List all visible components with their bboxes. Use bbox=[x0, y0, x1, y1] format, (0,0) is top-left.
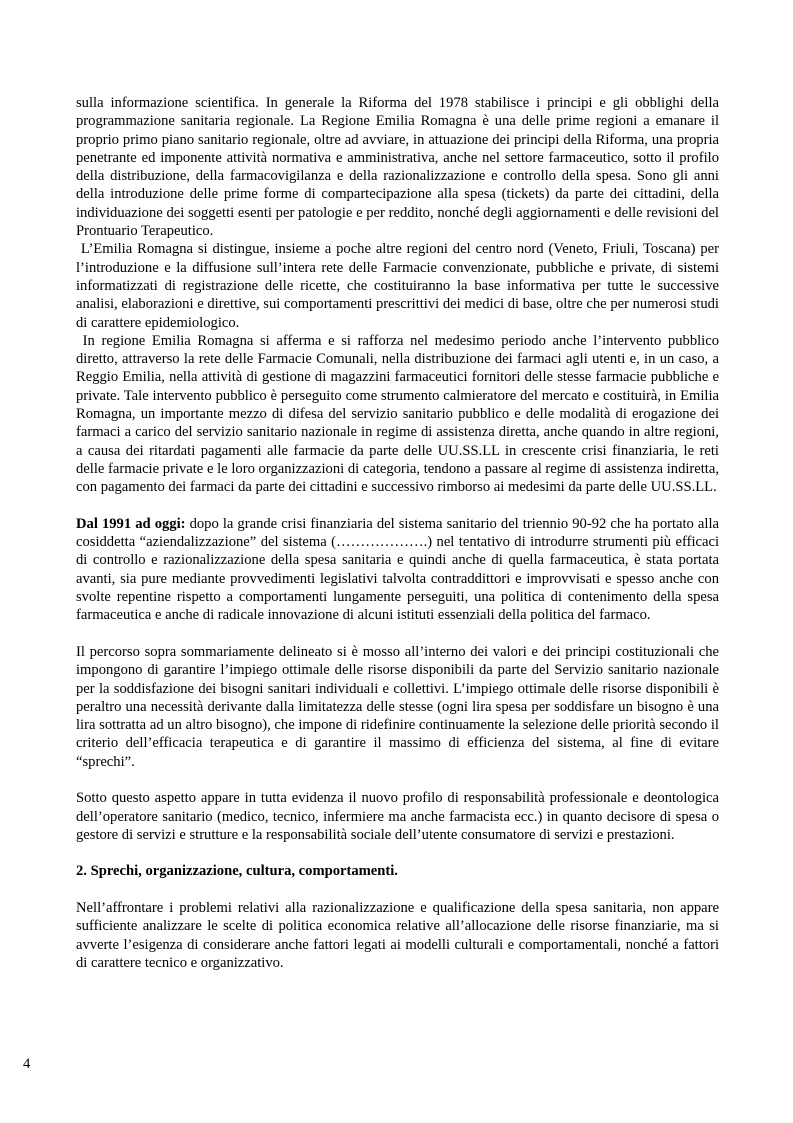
section-heading: 2. Sprechi, organizzazione, cultura, comportamenti. bbox=[76, 863, 398, 880]
paragraph-from-1991 bbox=[76, 515, 719, 625]
paragraph-spending-rationalization: Nell’affrontare i problemi relativi alla razionalizzazione e qualificazione della spesa sanitaria, non appare sufficiente analizzare le scelte di politica economica relative all’allocazione delle risorse finanziarie, ma si avverte l’esigenza di considerare anche fattori legati ai modelli culturali e comportamentali, nonché a fattori di carattere tecnico e organizzativo. bbox=[76, 900, 719, 971]
paragraph-text: In regione Emilia Romagna si afferma e si rafforza nel medesimo periodo anche l’intervento pubblico diretto, attraverso la rete delle Farmacie Comunali, nella distribuzione dei farmaci agli utenti e, in un caso, a Reggio Emilia, nella attività di gestione di magazzini farmaceutici fornitori delle stesse farmacie pubbliche e private. Tale intervento pubblico è perseguito come strumento calmieratore del mercato e costituirà, in Emilia Romagna, un importante mezzo di difesa del servizio sanitario pubblico e delle modalità di erogazione dei farmaci a carico del servizio sanitario nazionale in regime di assistenza diretta, anche quando in altre regioni, a causa dei ritardati pagamenti alle farmacie da parte delle UU.SS.LL in crescente crisi finanziaria, le reti delle farmacie private e le loro organizzazioni di categoria, tendono a passare al regime di assistenza indiretta, con pagamento dei farmaci da parte dei cittadini e successivo rimborso ai medesimi da parte delle UU.SS.LL. bbox=[76, 332, 719, 496]
paragraph-text: dopo la grande crisi finanziaria del sistema sanitario del triennio 90-92 che ha portato alla cosiddetta “aziendalizzazione” del sistema (……………….) nel tentativo di introdurre strumenti più efficaci di controllo e razionalizzazione della spesa sanitaria e quindi anche di quella farmaceutica, è stata portata avanti, sia pure mediante provvedimenti legislativi talvolta contraddittori e improvvisati e spesso anche con svolte repentine rispetto a comportamenti lungamente perseguiti, una politica di contenimento della spesa farmaceutica e anche di radicale innovazione di alcuni istituti essenziali della politica del farmaco. bbox=[76, 515, 719, 624]
paragraph-reform-1978: sulla informazione scientifica. In generale la Riforma del 1978 stabilisce i principi e gli obblighi della programmazione sanitaria regionale. La Regione Emilia Romagna è una delle prime regioni a emanare il proprio primo piano sanitario regionale, oltre ad avviare, in attuazione dei principi della Riforma, una propria penetrante ed imponente attività normativa e amministrativa, anche nel settore farmaceutico, sotto il profilo della distribuzione, della farmacovigilanza e della razionalizzazione e controllo della spesa. Sono gli anni della introduzione delle prime forme di compartecipazione alla spesa (tickets) da parte dei cittadini, della individuazione dei soggetti esenti per patologie e per reddito, nonché degli aggiornamenti e delle revisioni del Prontuario Terapeutico. bbox=[76, 95, 719, 240]
paragraph-gap bbox=[76, 844, 719, 862]
paragraph-gap bbox=[76, 625, 719, 643]
paragraph-constitutional-values: Il percorso sopra sommariamente delineato si è mosso all’interno dei valori e dei principi costituzionali che impongono di garantire l’impiego ottimale delle risorse disponibili da parte del Servizio sanitario nazionale per la soddisfazione dei bisogni sanitari individuali e collettivi. L’impiego ottimale delle risorse disponibili è peraltro una necessità derivante dalla limitatezza delle stesse (ogni lira spesa per soddisfare un bisogno è una lira sottratta ad un altro bisogno), che impone di ridefinire continuamente la selezione delle priorità secondo il criterio dell’efficacia terapeutica e di garantire il massimo di efficienza del sistema, al fine di evitare “sprechi”. bbox=[76, 643, 719, 770]
paragraph-public-pharmacies bbox=[76, 332, 719, 497]
paragraph-gap bbox=[76, 497, 719, 515]
page-body bbox=[76, 94, 719, 972]
page-number: 4 bbox=[23, 1056, 31, 1072]
paragraph-lead: Dal 1991 ad oggi: bbox=[76, 515, 186, 532]
paragraph-emilia-romagna-informatics bbox=[76, 240, 719, 331]
paragraph-professional-responsibility: Sotto questo aspetto appare in tutta evidenza il nuovo profilo di responsabilità professionale e deontologica dell’operatore sanitario (medico, tecnico, infermiere ma anche farmacista ecc.) in quanto decisore di spesa o gestore di servizi e strutture e la responsabilità sociale dell’utente consumatore di servizi e prestazioni. bbox=[76, 790, 719, 843]
paragraph-gap bbox=[76, 771, 719, 789]
paragraph-text: L’Emilia Romagna si distingue, insieme a poche altre regioni del centro nord (Veneto, Friuli, Toscana) per l’introduzione e la diffusione sull’intera rete delle Farmacie convenzionate, pubbliche e private, di sistemi informatizzati di registrazione delle ricette, che costituiranno la base informativa per tutte le successive analisi, elaborazioni e direttive, sui comportamenti prescrittivi dei medici di base, oltre che per numerosi studi di carattere epidemiologico. bbox=[76, 241, 719, 331]
paragraph-gap bbox=[76, 881, 719, 899]
